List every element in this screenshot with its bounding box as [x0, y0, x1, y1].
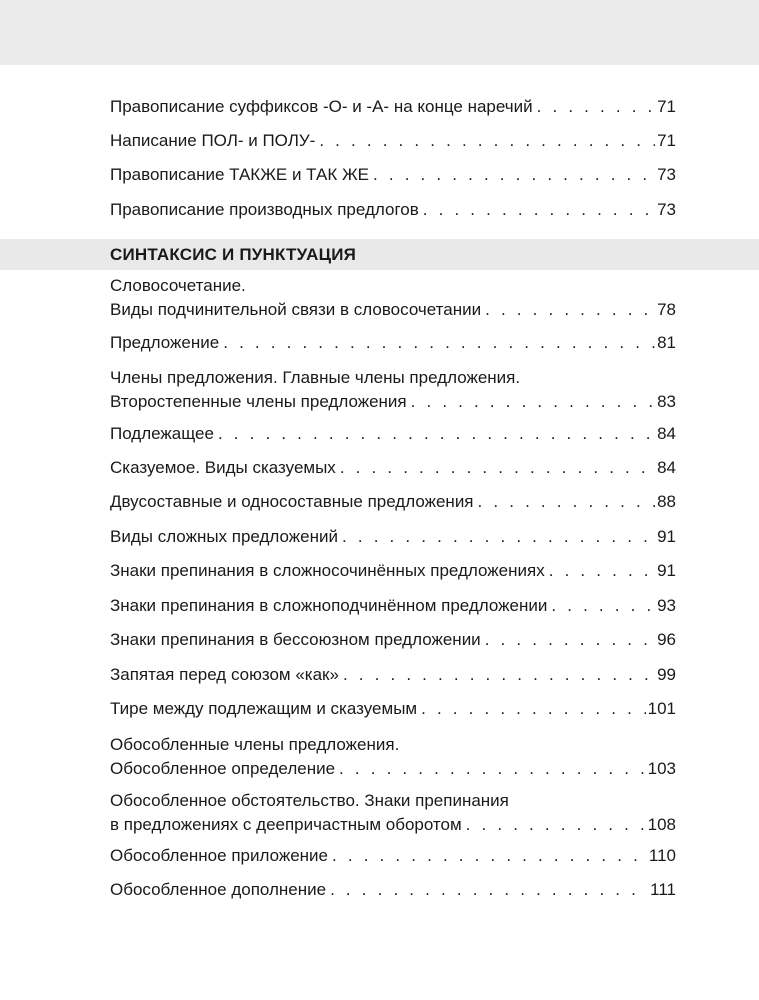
dot-leader [343, 663, 655, 687]
dot-leader [339, 757, 646, 781]
toc-entry-page: 91 [657, 527, 676, 546]
toc-entry [110, 789, 676, 837]
toc-entry-title: Знаки препинания в сложноподчинённом предложении [110, 596, 548, 615]
dot-leader [332, 844, 647, 868]
toc-entry-title: Второстепенные члены предложения [110, 392, 407, 411]
toc-entry [110, 490, 676, 514]
toc-entry-page: 73 [657, 165, 676, 184]
toc-entry-title: Обособленное дополнение [110, 880, 327, 899]
dot-leader [411, 390, 655, 414]
dot-leader [218, 422, 655, 446]
toc-entry-title: Написание ПОЛ- и ПОЛУ- [110, 131, 316, 150]
toc-entry [110, 331, 676, 355]
toc-entry-title: Сказуемое. Виды сказуемых [110, 458, 336, 477]
toc-entry-title: Предложение [110, 333, 220, 352]
toc-entry-page: 103 [647, 759, 676, 778]
toc-entry-page: 110 [648, 846, 676, 865]
toc-entry [110, 525, 676, 549]
toc-entry-page: 83 [657, 392, 676, 411]
toc-entry [110, 697, 676, 721]
toc-entry-first-line: Словосочетание. [110, 276, 246, 295]
dot-leader [485, 298, 655, 322]
toc-entry-page: 101 [647, 699, 676, 718]
toc-entry-title: Обособленное определение [110, 759, 336, 778]
dot-leader [423, 198, 655, 222]
toc-entry [110, 163, 676, 187]
toc-entry-title: Знаки препинания в бессоюзном предложении [110, 630, 481, 649]
toc-entry-page: 88 [657, 492, 676, 511]
toc-entry-title: Правописание производных предлогов [110, 200, 419, 219]
toc-entry-page: 108 [647, 815, 676, 834]
toc-entry-page: 78 [657, 300, 676, 319]
toc-entry-first-line: Члены предложения. Главные члены предложения. [110, 368, 521, 387]
toc-entry [110, 366, 676, 414]
toc-entry [110, 456, 676, 480]
dot-leader [421, 697, 646, 721]
toc-entry [110, 95, 676, 119]
toc-entry-title: Подлежащее [110, 424, 214, 443]
toc-entry [110, 628, 676, 652]
dot-leader [340, 456, 655, 480]
dot-leader [319, 129, 655, 153]
toc-entry-title: Тире между подлежащим и сказуемым [110, 699, 418, 718]
toc-entry-page: 96 [657, 630, 676, 649]
dot-leader [373, 163, 655, 187]
toc-entry [110, 663, 676, 687]
toc-entry [110, 559, 676, 583]
toc-entry [110, 844, 676, 868]
dot-leader [537, 95, 655, 119]
toc-entry [110, 274, 676, 322]
toc-entry-page: 81 [657, 333, 676, 352]
toc-entry-page: 111 [650, 880, 676, 899]
toc-entry-title: в предложениях с деепричастным оборотом [110, 815, 462, 834]
toc-entry-title: Правописание суффиксов -О- и -А- на конце наречий [110, 97, 533, 116]
toc-entry-page: 99 [657, 665, 676, 684]
toc-entry [110, 733, 676, 781]
section-title: СИНТАКСИС И ПУНКТУАЦИЯ [110, 245, 357, 264]
toc-entry-page: 84 [657, 424, 676, 443]
toc-entry-page: 93 [657, 596, 676, 615]
toc-entry-page: 84 [657, 458, 676, 477]
toc-entry-page: 73 [657, 200, 676, 219]
toc-entry-title: Двусоставные и односоставные предложения [110, 492, 474, 511]
dot-leader [223, 331, 655, 355]
toc-entry-page: 71 [657, 131, 676, 150]
toc-entry-title: Виды подчинительной связи в словосочетании [110, 300, 482, 319]
dot-leader [485, 628, 655, 652]
toc-entry [110, 198, 676, 222]
toc-entry-title: Запятая перед союзом «как» [110, 665, 339, 684]
dot-leader [478, 490, 656, 514]
toc-entry-first-line: Обособленные члены предложения. [110, 735, 400, 754]
dot-leader [551, 594, 655, 618]
toc-entry-title: Виды сложных предложений [110, 527, 339, 546]
toc-entry-title: Обособленное приложение [110, 846, 329, 865]
toc-entry [110, 594, 676, 618]
toc-entry-page: 91 [657, 561, 676, 580]
dot-leader [342, 525, 655, 549]
dot-leader [330, 878, 648, 902]
dot-leader [466, 813, 646, 837]
toc-entry [110, 129, 676, 153]
toc-entry [110, 878, 676, 902]
toc-entry-page: 71 [657, 97, 676, 116]
toc-entry [110, 422, 676, 446]
top-band [0, 0, 759, 65]
toc-entry-first-line: Обособленное обстоятельство. Знаки препинания [110, 791, 509, 810]
dot-leader [549, 559, 655, 583]
toc-entry-title: Знаки препинания в сложносочинённых предложениях [110, 561, 545, 580]
toc-entry-title: Правописание ТАКЖЕ и ТАК ЖЕ [110, 165, 370, 184]
